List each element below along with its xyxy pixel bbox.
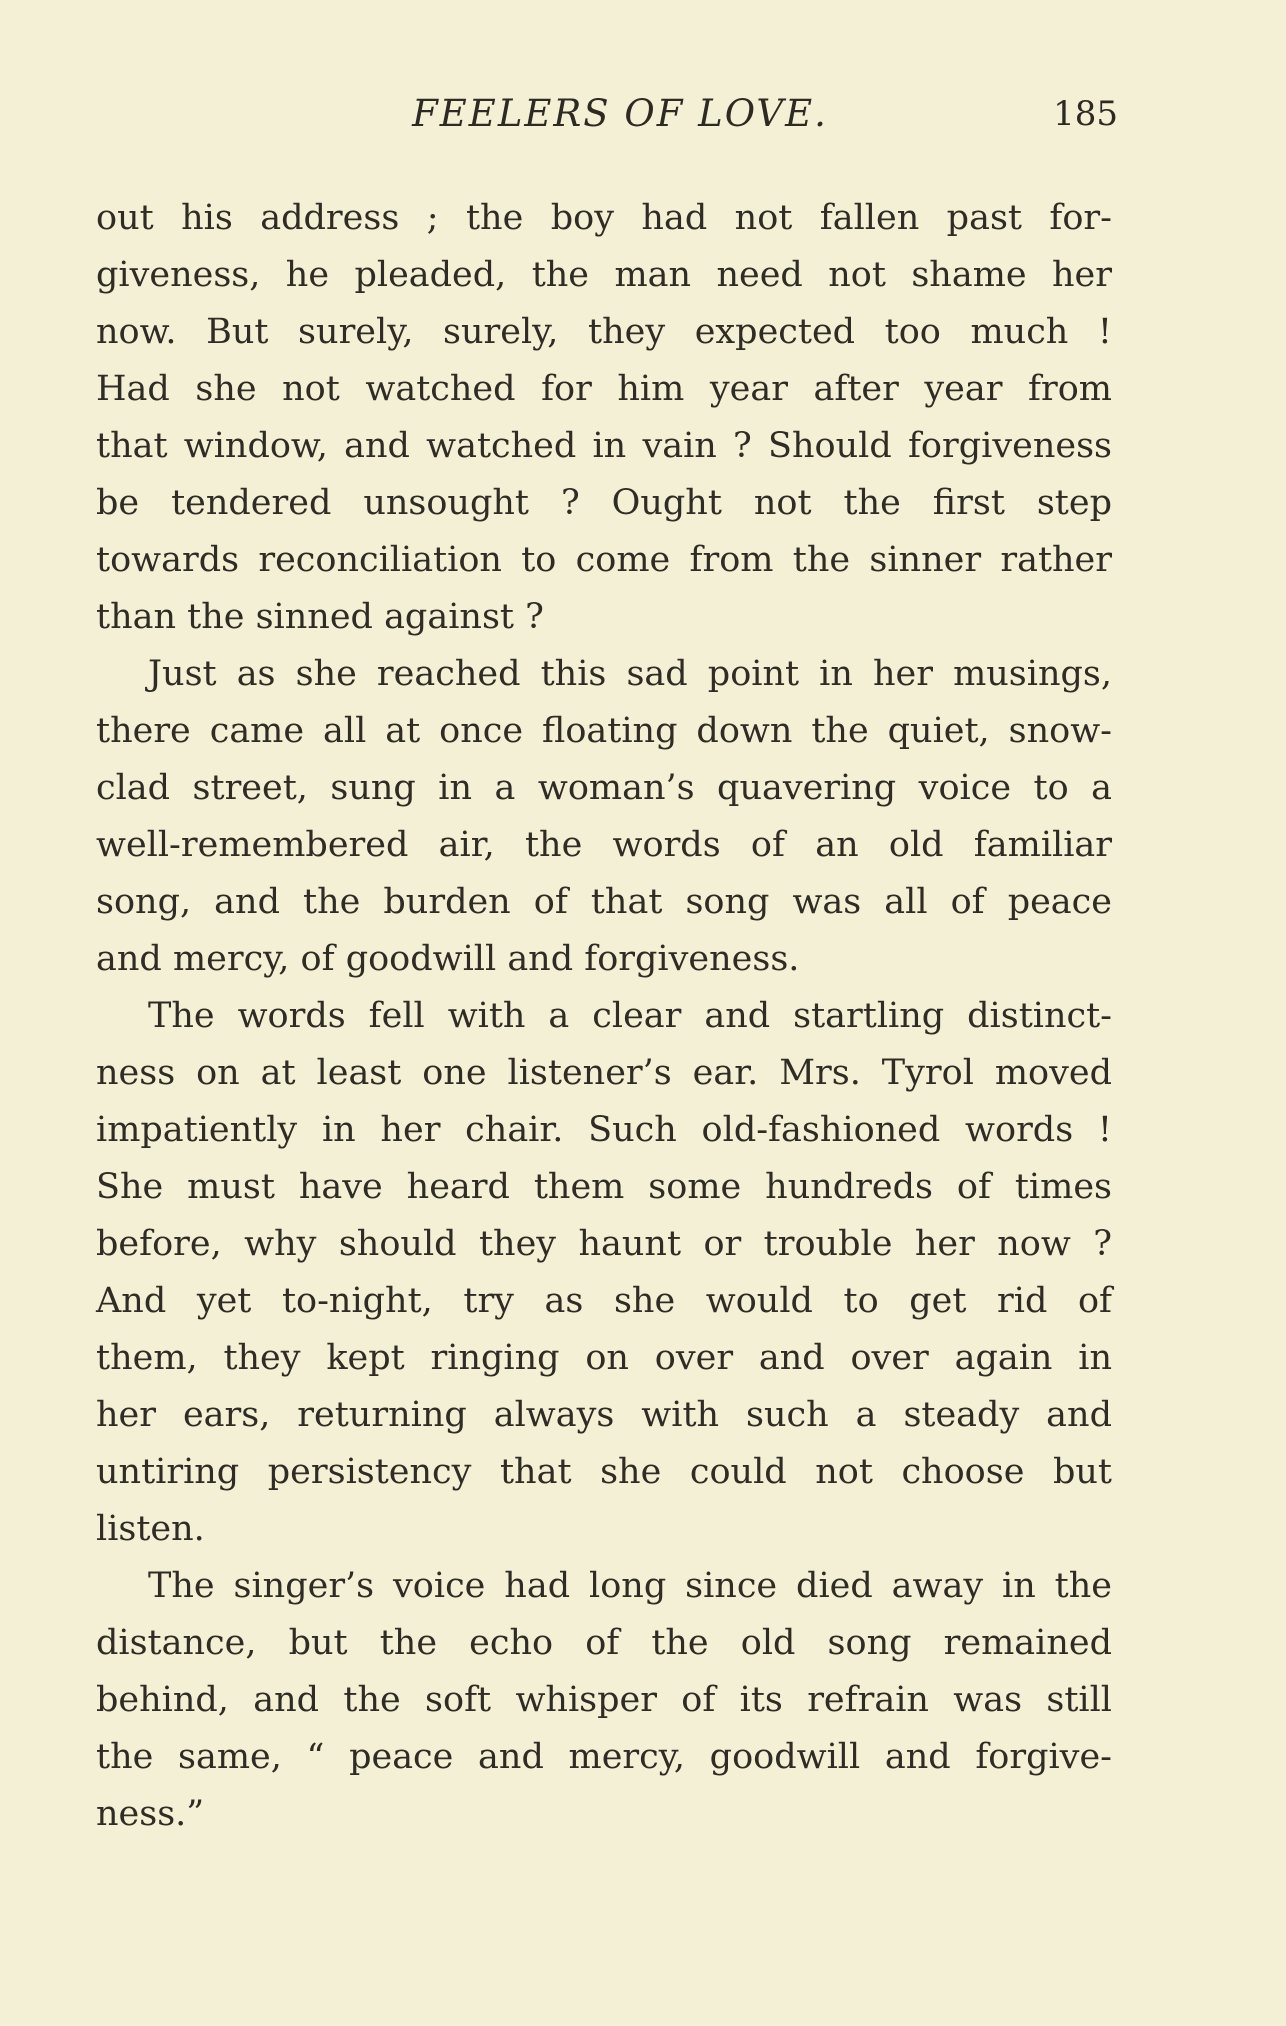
text-line: Just as she reached this sad point in her musings, <box>148 654 1112 694</box>
paragraph <box>96 646 1112 988</box>
text-line: The singer’s voice had long since died away in the <box>148 1566 1112 1606</box>
text-line: untiring persistency that she could not choose but <box>96 1452 1112 1492</box>
text-line: that window, and watched in vain ? Should forgiveness <box>96 426 1112 466</box>
text-line: ness.” <box>96 1794 205 1834</box>
text-line: behind, and the soft whisper of its refrain was still <box>96 1680 1112 1720</box>
text-line: impatiently in her chair. Such old-fashioned words ! <box>96 1110 1112 1150</box>
text-line: And yet to-night, try as she would to get rid of <box>96 1281 1112 1321</box>
text-line: giveness, he pleaded, the man need not shame her <box>96 255 1112 295</box>
text-line: out his address ; the boy had not fallen past for- <box>96 198 1112 238</box>
text-line: than the sinned against ? <box>96 597 544 637</box>
text-line: well-remembered air, the words of an old familiar <box>96 825 1112 865</box>
text-line: the same, “ peace and mercy, goodwill and forgive- <box>96 1737 1112 1777</box>
text-line: listen. <box>96 1509 205 1549</box>
text-line: her ears, returning always with such a steady and <box>96 1395 1112 1435</box>
text-line: distance, but the echo of the old song remained <box>96 1623 1112 1663</box>
text-line: She must have heard them some hundreds of times <box>96 1167 1112 1207</box>
text-line: ness on at least one listener’s ear. Mrs. Tyrol moved <box>96 1053 1112 1093</box>
page-number: 185 <box>1053 94 1118 134</box>
paragraph <box>96 190 1112 646</box>
text-line: there came all at once floating down the quiet, snow- <box>96 711 1112 751</box>
text-line: be tendered unsought ? Ought not the first step <box>96 483 1112 523</box>
text-line: song, and the burden of that song was all of peace <box>96 882 1112 922</box>
body-text <box>96 190 1112 1843</box>
text-line: The words fell with a clear and startling distinct- <box>148 996 1112 1036</box>
text-line: clad street, sung in a woman’s quavering voice to a <box>96 768 1112 808</box>
running-title: FEELERS OF LOVE. <box>412 92 828 135</box>
paragraph <box>96 1558 1112 1843</box>
text-line: before, why should they haunt or trouble her now ? <box>96 1224 1112 1264</box>
text-line: and mercy, of goodwill and forgiveness. <box>96 939 800 979</box>
text-line: towards reconciliation to come from the sinner rather <box>96 540 1112 580</box>
text-line: now. But surely, surely, they expected too much ! <box>96 312 1112 352</box>
text-line: Had she not watched for him year after year from <box>96 369 1112 409</box>
paragraph <box>96 988 1112 1558</box>
text-line: them, they kept ringing on over and over again in <box>96 1338 1112 1378</box>
